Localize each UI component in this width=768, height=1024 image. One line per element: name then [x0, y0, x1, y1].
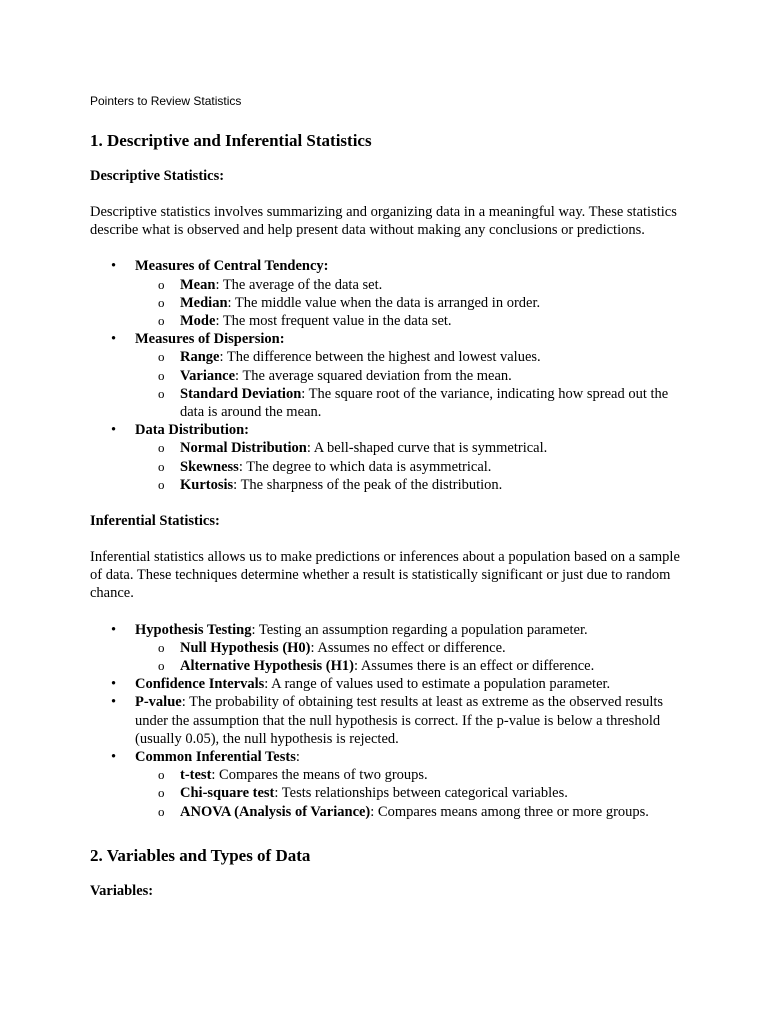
- sublist: [135, 276, 680, 331]
- term: Variance: [180, 367, 236, 384]
- sublist: [135, 766, 680, 821]
- sublist: [135, 439, 680, 494]
- term: Standard Deviation: [180, 385, 302, 402]
- term: P-value: [135, 694, 182, 711]
- group-label: Measures of Dispersion:: [135, 331, 285, 348]
- definition: : The difference between the highest and lowest values.: [219, 349, 541, 366]
- document-page: [90, 93, 680, 918]
- list-item-confidence-intervals: [90, 675, 680, 693]
- document-title: Pointers to Review Statistics: [90, 94, 242, 108]
- bullet-icon: •: [111, 422, 117, 439]
- term: Hypothesis Testing: [135, 621, 252, 638]
- circle-bullet-icon: o: [158, 367, 165, 383]
- definition: : The probability of obtaining test results at least as extreme as the observed results under the assumption that the null hypothesis is correct. If the p-value is below a threshold (usually 0.05), the null hypothesis is rejected.: [135, 694, 664, 747]
- circle-bullet-icon: o: [158, 294, 165, 310]
- term: Range: [180, 349, 220, 366]
- term: t-test: [180, 767, 212, 784]
- list-item: [135, 458, 680, 476]
- list-item-distribution: [90, 421, 680, 494]
- definition: : Compares means among three or more groups.: [370, 803, 649, 820]
- list-item: [135, 657, 680, 675]
- definition: : A bell-shaped curve that is symmetrical.: [306, 440, 548, 457]
- section-2-heading: 2. Variables and Types of Data: [90, 845, 311, 865]
- term: Kurtosis: [180, 476, 234, 493]
- group-label: Data Distribution:: [135, 422, 249, 439]
- circle-bullet-icon: o: [158, 639, 165, 655]
- term: Confidence Intervals: [135, 676, 265, 693]
- definition: : A range of values used to estimate a population parameter.: [264, 676, 611, 693]
- descriptive-intro: Descriptive statistics involves summarizing and organizing data in a meaningful way. These statistics describe what is observed and help present data without making any conclusions or predictions.: [90, 204, 677, 239]
- bullet-icon: •: [111, 258, 117, 275]
- circle-bullet-icon: o: [158, 313, 165, 329]
- list-item: [135, 803, 680, 821]
- definition: : Compares the means of two groups.: [211, 767, 428, 784]
- list-item: [135, 766, 680, 784]
- bullet-icon: •: [111, 749, 117, 766]
- term: Median: [180, 294, 228, 311]
- circle-bullet-icon: o: [158, 658, 165, 674]
- definition: : The square root of the variance, indicating how spread out the data is around the mean.: [180, 385, 669, 421]
- circle-bullet-icon: o: [158, 385, 165, 401]
- list-item-common-tests: [90, 748, 680, 821]
- group-label: Measures of Central Tendency:: [135, 258, 329, 275]
- list-item: [135, 385, 680, 421]
- bullet-icon: •: [111, 676, 117, 693]
- term: Chi-square test: [180, 785, 275, 802]
- list-item: [135, 476, 680, 494]
- sublist: [135, 639, 680, 675]
- inferential-intro: Inferential statistics allows us to make predictions or inferences about a population based on a sample of data. These techniques determine whether a result is statistically significant or just due to random chance.: [90, 549, 680, 602]
- list-item: [135, 348, 680, 366]
- list-item-hypothesis-testing: [90, 621, 680, 676]
- list-item-p-value: [90, 693, 680, 748]
- circle-bullet-icon: o: [158, 349, 165, 365]
- list-item: [135, 439, 680, 457]
- term: Alternative Hypothesis (H1): [180, 658, 354, 675]
- list-item: [135, 639, 680, 657]
- definition: : The average of the data set.: [215, 276, 383, 293]
- definition: : The most frequent value in the data set.: [215, 313, 452, 330]
- circle-bullet-icon: o: [158, 476, 165, 492]
- circle-bullet-icon: o: [158, 803, 165, 819]
- term: Skewness: [180, 458, 239, 475]
- list-item: [135, 367, 680, 385]
- circle-bullet-icon: o: [158, 276, 165, 292]
- term: Mode: [180, 313, 216, 330]
- term: Mean: [180, 276, 216, 293]
- bullet-icon: •: [111, 694, 117, 711]
- definition: :: [295, 749, 300, 766]
- variables-heading: Variables:: [90, 882, 154, 899]
- bullet-icon: •: [111, 331, 117, 348]
- list-item: [135, 312, 680, 330]
- definition: : The degree to which data is asymmetrical.: [238, 458, 492, 475]
- descriptive-list: [90, 257, 680, 494]
- inferential-list: [90, 621, 680, 821]
- list-item-central-tendency: [90, 257, 680, 330]
- definition: : Tests relationships between categorical variables.: [274, 785, 568, 802]
- definition: : Testing an assumption regarding a population parameter.: [251, 621, 588, 638]
- descriptive-heading: Descriptive Statistics:: [90, 168, 225, 184]
- circle-bullet-icon: o: [158, 767, 165, 783]
- definition: : The middle value when the data is arranged in order.: [227, 294, 541, 311]
- definition: : The sharpness of the peak of the distribution.: [233, 476, 503, 493]
- circle-bullet-icon: o: [158, 458, 165, 474]
- section-1-heading: 1. Descriptive and Inferential Statistics: [90, 131, 372, 150]
- list-item: [135, 276, 680, 294]
- sublist: [135, 348, 680, 421]
- inferential-heading: Inferential Statistics:: [90, 513, 220, 530]
- definition: : Assumes there is an effect or difference.: [353, 658, 595, 675]
- list-item: [135, 294, 680, 312]
- list-item-dispersion: [90, 330, 680, 421]
- term: ANOVA (Analysis of Variance): [180, 803, 371, 820]
- circle-bullet-icon: o: [158, 440, 165, 456]
- bullet-icon: •: [111, 621, 117, 638]
- list-item: [135, 784, 680, 802]
- term: Common Inferential Tests: [135, 749, 296, 766]
- definition: : The average squared deviation from the mean.: [235, 367, 512, 384]
- circle-bullet-icon: o: [158, 785, 165, 801]
- term: Null Hypothesis (H0): [180, 639, 311, 656]
- term: Normal Distribution: [180, 440, 307, 457]
- definition: : Assumes no effect or difference.: [310, 639, 506, 656]
